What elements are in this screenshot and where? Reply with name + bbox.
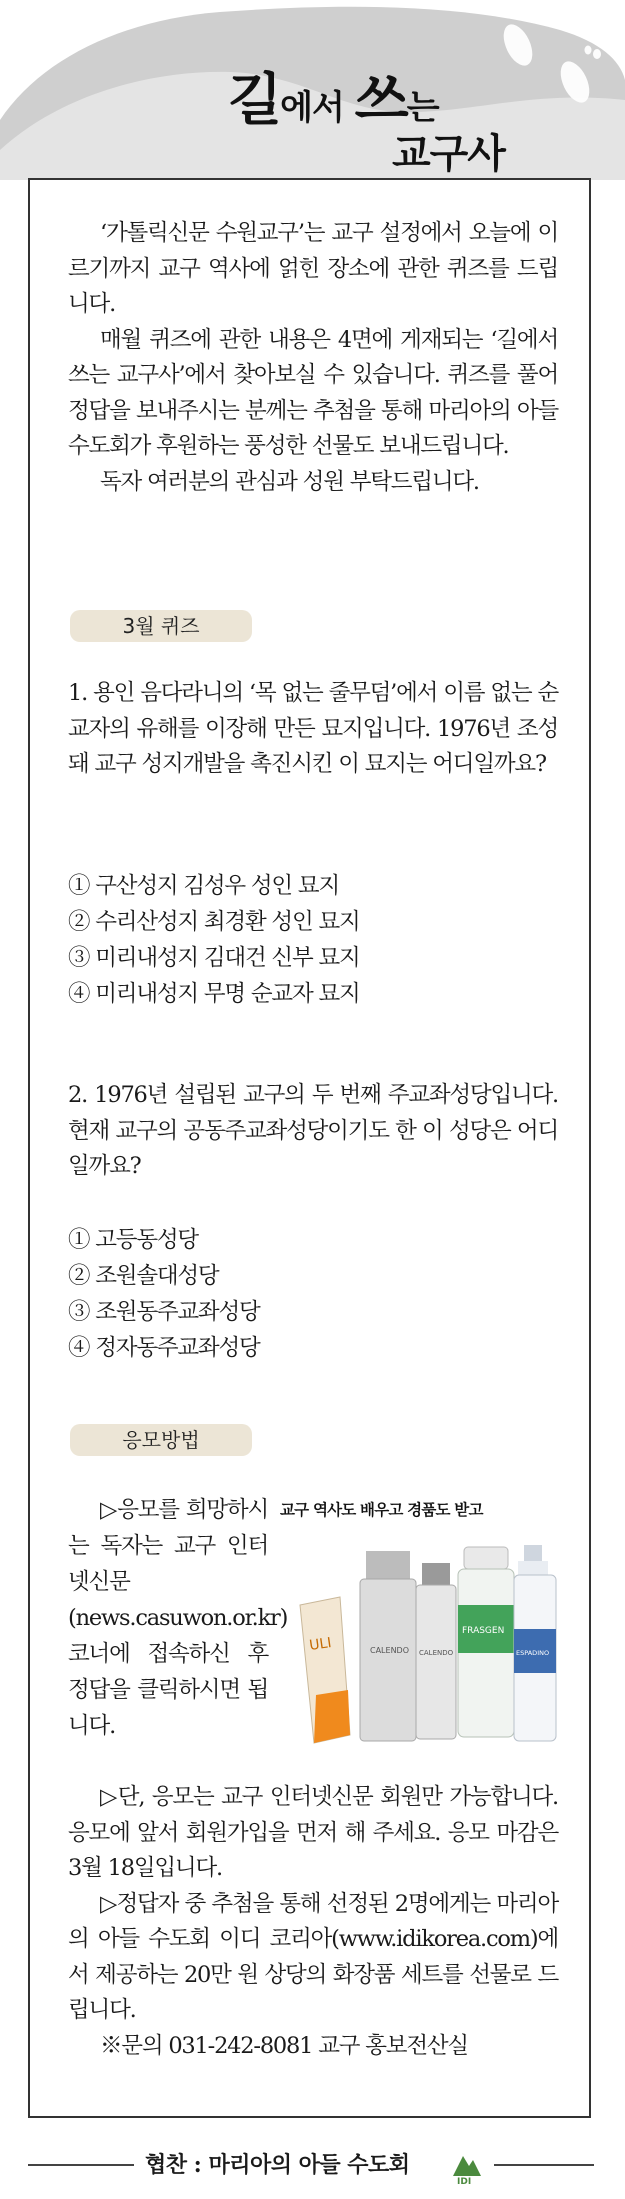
sponsor-footer: [0, 2140, 625, 2190]
option-4: ④ 정자동주교좌성당: [68, 1335, 260, 1361]
spray-bottle-icon: [514, 1545, 556, 1741]
intro: [68, 216, 558, 500]
option-3: ③ 조원동주교좌성당: [68, 1299, 260, 1325]
svg-text:FRASGEN: FRASGEN: [462, 1626, 505, 1636]
svg-text:CALENDO: CALENDO: [419, 1649, 454, 1657]
header-subtitle: 교구사: [392, 131, 505, 177]
bottle-icon: [458, 1547, 514, 1737]
svg-text:IDI: IDI: [457, 2177, 472, 2186]
apply-section-tag: 응모방법: [70, 1424, 252, 1456]
option-1: ① 구산성지 김성우 성인 묘지: [68, 873, 339, 899]
option-2: ② 수리산성지 최경환 성인 묘지: [68, 909, 360, 935]
sponsor-text: 협찬 : 마리아의 아들 수도회: [145, 2152, 410, 2178]
svg-text:ULI: ULI: [308, 1635, 333, 1654]
intro-paragraph-2: 매월 퀴즈에 관한 내용은 4면에 게재되는 ‘길에서 쓰는 교구사’에서 찾아보실 수 있습니다. 퀴즈를 풀어 정답을 보내주시는 분께는 추첨을 통해 마리아의 아들 수도회가 후원하는 풍성한 선물도 보내드립니다.: [68, 326, 558, 459]
idi-logo-icon: [447, 2146, 487, 2186]
bottle-icon: [416, 1563, 456, 1739]
intro-paragraph-3: 독자 여러분의 관심과 성원 부탁드립니다.: [100, 468, 479, 495]
svg-text:CALENDO: CALENDO: [370, 1646, 410, 1655]
quiz-section-tag: 3월 퀴즈: [70, 610, 252, 642]
footer-divider-right: [494, 2164, 594, 2166]
bottle-icon: [360, 1551, 416, 1741]
ad-caption: 교구 역사도 배우고 경품도 받고: [280, 1501, 483, 1519]
apply-paragraph-3: ▷정답자 중 추첨을 통해 선정된 2명에게는 마리아의 아들 수도회 이디 코리아(www.idikorea.com)에서 제공하는 20만 원 상당의 화장품 세트를 선물로 드립니다.: [68, 1890, 558, 2023]
option-2: ② 조원솔대성당: [68, 1263, 219, 1289]
option-4: ④ 미리내성지 무명 순교자 묘지: [68, 981, 360, 1007]
apply-details: [68, 1780, 558, 2064]
quiz-question-2-options: [68, 1222, 558, 1366]
intro-paragraph-1: ‘가톨릭신문 수원교구’는 교구 설정에서 오늘에 이르기까지 교구 역사에 얽힌 장소에 관한 퀴즈를 드립니다.: [68, 220, 558, 317]
quiz-question-1-options: [68, 868, 558, 1012]
quiz-question-2: 2. 1976년 설립된 교구의 두 번째 주교좌성당입니다. 현재 교구의 공동주교좌성당이기도 한 이 성당은 어디일까요?: [68, 1082, 558, 1179]
apply-paragraph-2: ▷단, 응모는 교구 인터넷신문 회원만 가능합니다. 응모에 앞서 회원가입을 먼저 해 주세요. 응모 마감은 3월 18일입니다.: [68, 1784, 558, 1881]
option-1: ① 고등동성당: [68, 1227, 198, 1253]
svg-text:ESPADINO: ESPADINO: [516, 1649, 550, 1657]
quiz-question-1: 1. 용인 음다라니의 ‘목 없는 줄무덤’에서 이름 없는 순교자의 유해를 이장해 만든 묘지입니다. 1976년 조성돼 교구 성지개발을 촉진시킨 이 묘지는 어디일까요?: [68, 680, 558, 777]
header-title: 길에서 쓰는: [228, 68, 439, 133]
apply-contact: ※문의 031-242-8081 교구 홍보전산실: [100, 2032, 468, 2059]
cosmetics-product-image: [292, 1545, 562, 1750]
footer-divider-left: [28, 2164, 134, 2166]
apply-intro: ▷응모를 희망하시는 독자는 교구 인터넷신문(news.casuwon.or.kr) 코너에 접속하신 후 정답을 클릭하시면 됩니다.: [68, 1497, 288, 1739]
tube-icon: [300, 1597, 350, 1743]
option-3: ③ 미리내성지 김대건 신부 묘지: [68, 945, 360, 971]
page-header: [0, 0, 625, 180]
